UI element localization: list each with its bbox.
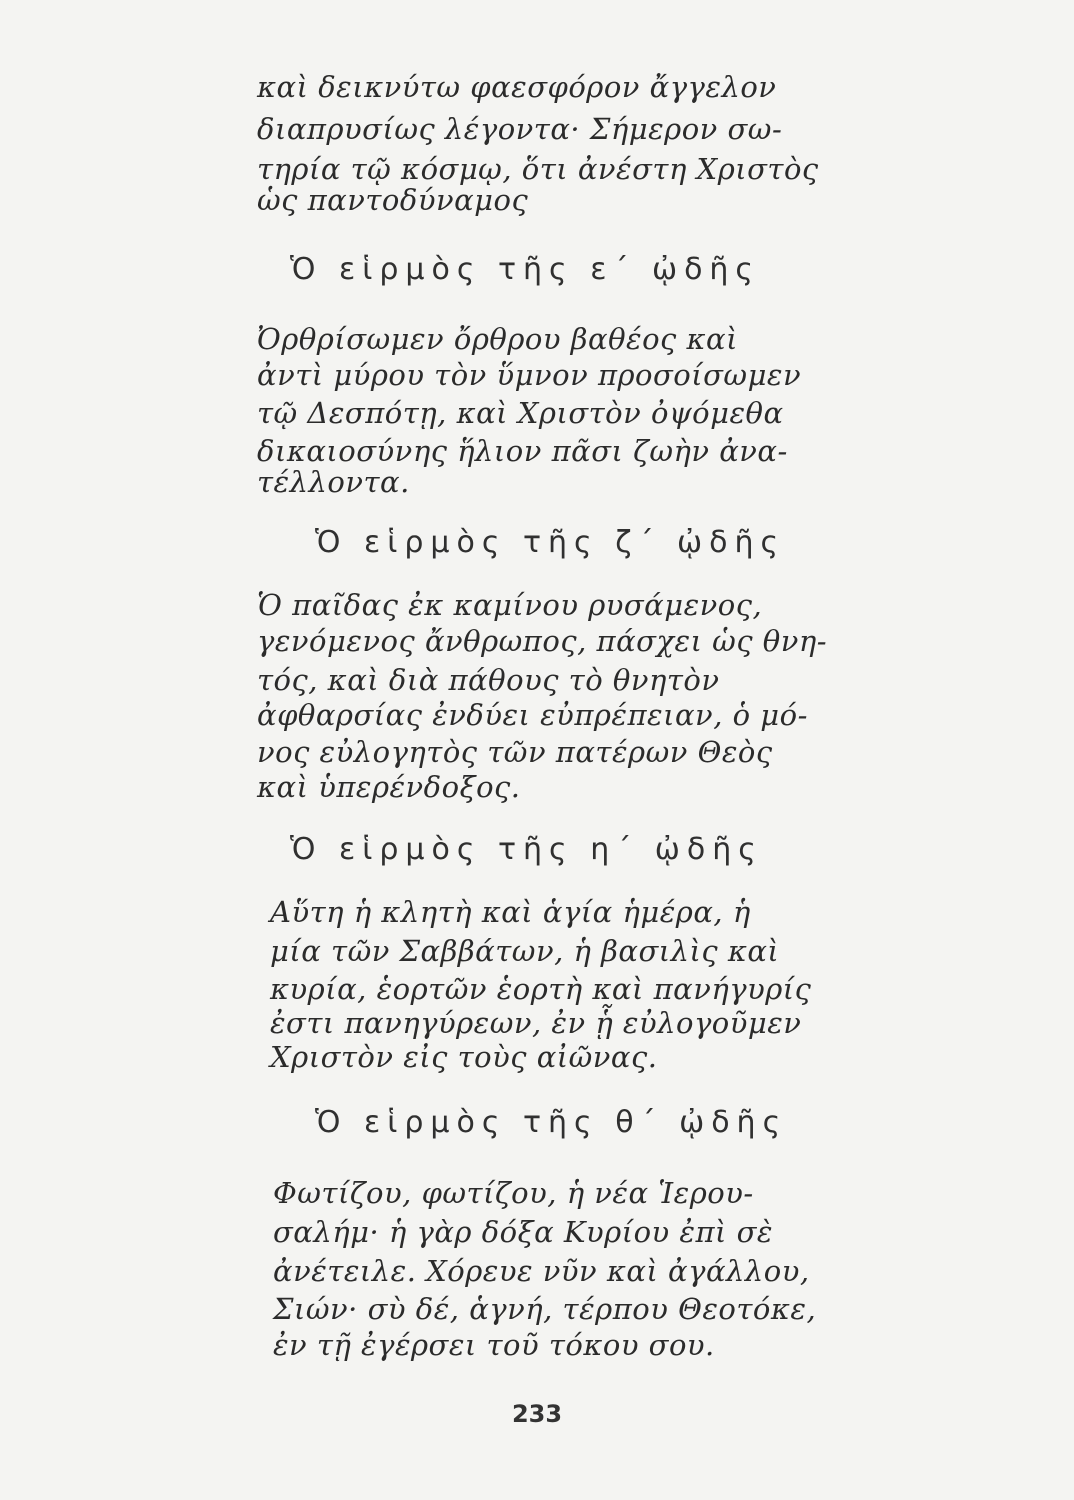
stanza-line: ἀνέτειλε. Χόρευε νῦν καὶ ἀγάλλου,: [273, 1254, 810, 1288]
stanza-line: δικαιοσύνης ἥλιον πᾶσι ζωὴν ἀνα-: [257, 434, 788, 468]
stanza-line: ἐν τῇ ἐγέρσει τοῦ τόκου σου.: [273, 1328, 715, 1362]
heirmos-heading-5: Ὁ εἱρμὸς τῆς ε΄ ᾠδῆς: [290, 252, 761, 287]
stanza-line: ἐστι πανηγύρεων, ἐν ᾗ εὐλογοῦμεν: [270, 1006, 802, 1040]
stanza-line: Ὀρθρίσωμεν ὄρθρου βαθέος καὶ: [257, 322, 738, 356]
stanza-line: τέλλοντα.: [257, 465, 410, 499]
heirmos-heading-9: Ὁ εἱρμὸς τῆς θ΄ ᾠδῆς: [315, 1105, 788, 1140]
stanza-line: Σιών· σὺ δέ, ἁγνή, τέρπου Θεοτόκε,: [273, 1292, 817, 1326]
stanza-line: κυρία, ἑορτῶν ἑορτὴ καὶ πανήγυρίς: [270, 972, 812, 1006]
stanza-line: τῷ Δεσπότῃ, καὶ Χριστὸν ὀψόμεθα: [257, 396, 784, 430]
stanza-line: νος εὐλογητὸς τῶν πατέρων Θεὸς: [257, 735, 773, 769]
stanza-line: διαπρυσίως λέγοντα· Σήμερον σω-: [257, 112, 783, 146]
stanza-line: τηρία τῷ κόσμῳ, ὅτι ἀνέστη Χριστὸς: [257, 152, 819, 186]
stanza-line: ἀφθαρσίας ἐνδύει εὐπρέπειαν, ὁ μό-: [257, 698, 808, 732]
stanza-line: Ὁ παῖδας ἐκ καμίνου ρυσάμενος,: [257, 588, 763, 622]
stanza-line: μία τῶν Σαββάτων, ἡ βασιλὶς καὶ: [270, 934, 780, 968]
stanza-line: ὡς παντοδύναμος: [257, 183, 529, 217]
stanza-line: Χριστὸν εἰς τοὺς αἰῶνας.: [270, 1040, 658, 1074]
stanza-line: γενόμενος ἄνθρωπος, πάσχει ὡς θνη-: [257, 624, 828, 658]
heirmos-heading-7: Ὁ εἱρμὸς τῆς ζ΄ ᾠδῆς: [315, 525, 786, 560]
stanza-line: καὶ ὑπερένδοξος.: [257, 770, 521, 804]
stanza-line: ἀντὶ μύρου τὸν ὕμνον προσοίσωμεν: [257, 358, 802, 392]
heirmos-heading-8: Ὁ εἱρμὸς τῆς η΄ ᾠδῆς: [290, 832, 763, 867]
page-number: 233: [511, 1400, 563, 1428]
stanza-line: Φωτίζου, φωτίζου, ἡ νέα Ἱερου-: [273, 1176, 754, 1210]
stanza-line: καὶ δεικνύτω φαεσφόρον ἄγγελον: [257, 70, 777, 104]
stanza-line: Αὕτη ἡ κλητὴ καὶ ἁγία ἡμέρα, ἡ: [270, 895, 751, 929]
stanza-line: σαλήμ· ἡ γὰρ δόξα Κυρίου ἐπὶ σὲ: [273, 1215, 773, 1249]
stanza-line: τός, καὶ διὰ πάθους τὸ θνητὸν: [257, 663, 720, 697]
